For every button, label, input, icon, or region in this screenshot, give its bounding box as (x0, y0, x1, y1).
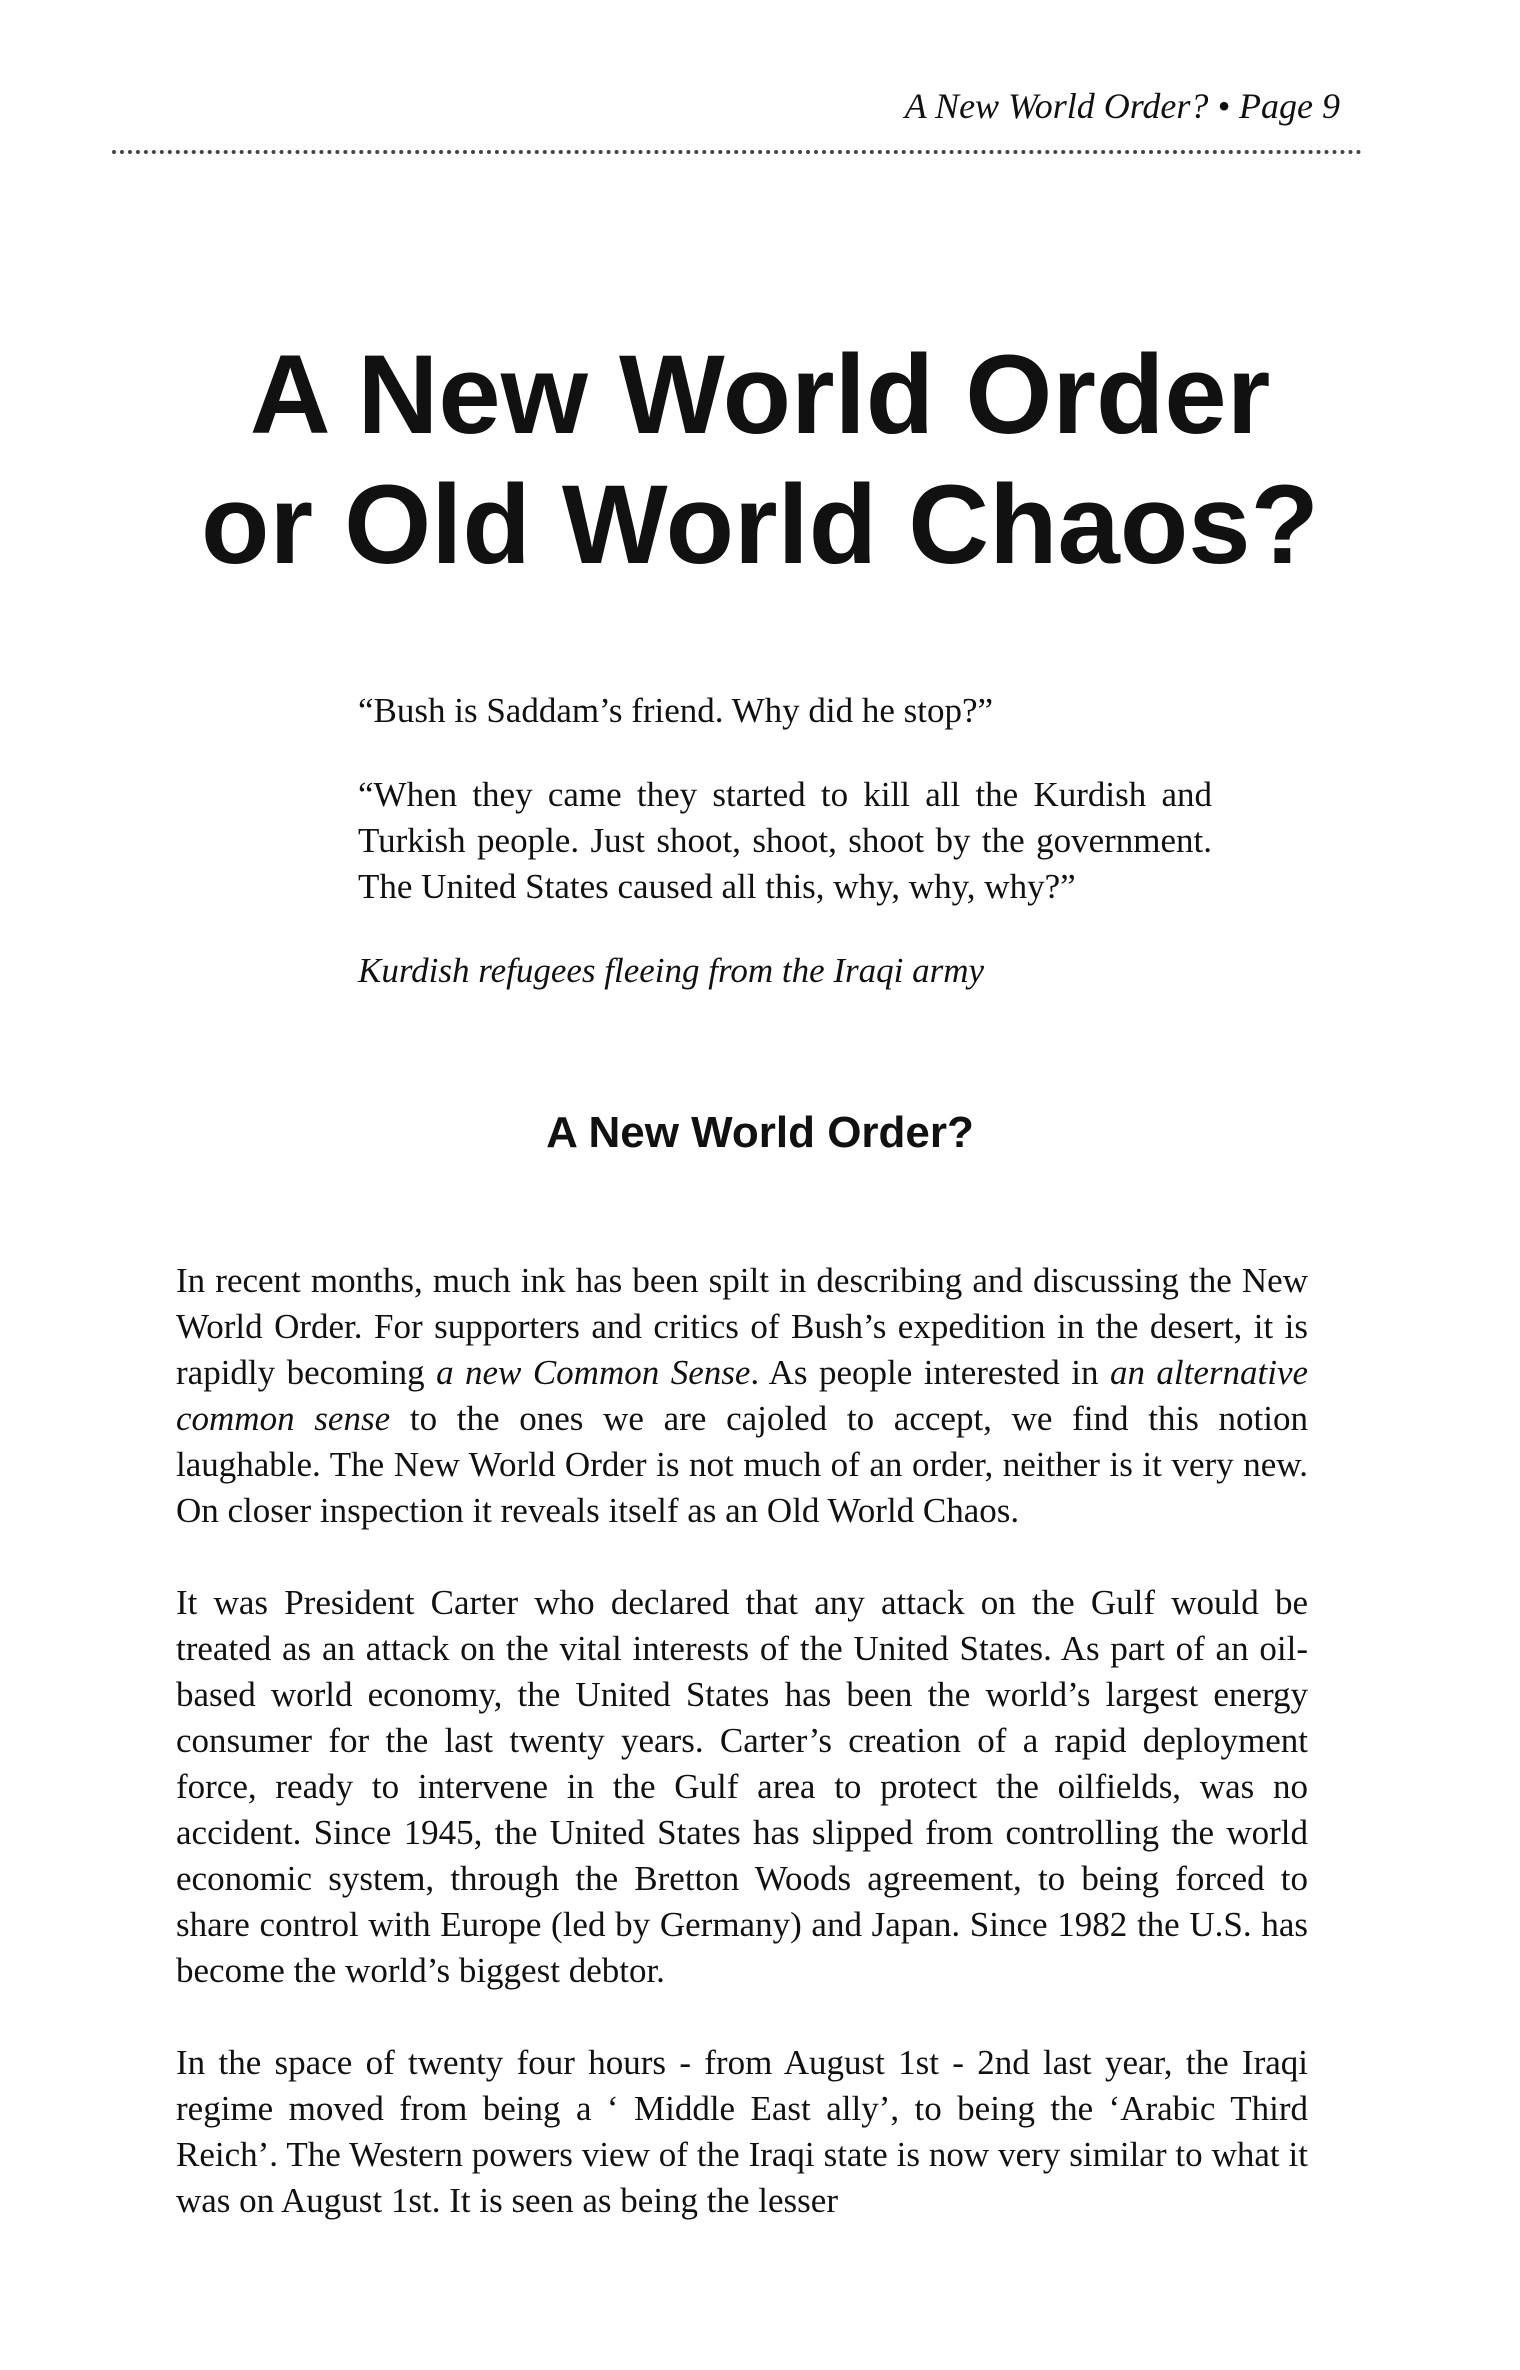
page-title (0, 330, 1520, 590)
paragraph-2: It was President Carter who declared that any attack on the Gulf would be treated as an attack on the vital interests of the United States. As part of an oil-based world economy, the United States has been the world’s largest energy consumer for the last twenty years. Carter’s creation of a rapid deployment force, ready to intervene in the Gulf area to protect the oilfields, was no accident. Since 1945, the United States has slipped from controlling the world economic system, through the Bretton Woods agreement, to being forced to share control with Europe (led by Germany) and Japan. Since 1982 the U.S. has become the world’s biggest debtor. (176, 1583, 1308, 1990)
paragraph-1 (176, 1258, 1308, 1534)
epigraph-quote-2: “When they came they started to kill all the Kurdish and Turkish people. Just shoot, shoot, shoot by the government. The United States caused all this, why, why, why?” (358, 775, 1212, 906)
epigraph-quote-1: “Bush is Saddam’s friend. Why did he stop?” (358, 691, 994, 730)
running-head: A New World Order? • Page 9 (904, 86, 1340, 126)
title-line-1: A New World Order (249, 332, 1271, 457)
title-line-2: or Old World Chaos? (201, 462, 1319, 587)
paragraph-1-part-c: to the ones we are cajoled to accept, we find this notion laughable. The New World Order is not much of an order, neither is it very new. On closer inspection it reveals itself as an Old World Chaos. (176, 1399, 1308, 1530)
paragraph-1-emphasis-2: an alternative common sense (176, 1353, 1309, 1438)
paragraph-3: In the space of twenty four hours - from August 1st - 2nd last year, the Iraqi regime moved from being a ‘ Middle East ally’, to being the ‘Arabic Third Reich’. The Western powers view of the Iraqi state is now very similar to what it was on August 1st. It is seen as being the lesser (176, 2043, 1308, 2220)
paragraph-1-part-b: . As people interested in (750, 1353, 1110, 1392)
paragraph-1-part-a: In recent months, much ink has been spilt in describing and discussing the New World Order. For supporters and critics of Bush’s expedition in the desert, it is rapidly becoming (176, 1261, 1308, 1392)
dotted-rule (112, 150, 1362, 154)
body-text (176, 1258, 1308, 2270)
paragraph-1-emphasis-1: a new Common Sense (436, 1353, 751, 1392)
section-heading: A New World Order? (546, 1108, 974, 1157)
epigraph (358, 688, 1212, 1032)
epigraph-attribution: Kurdish refugees fleeing from the Iraqi army (358, 951, 985, 990)
